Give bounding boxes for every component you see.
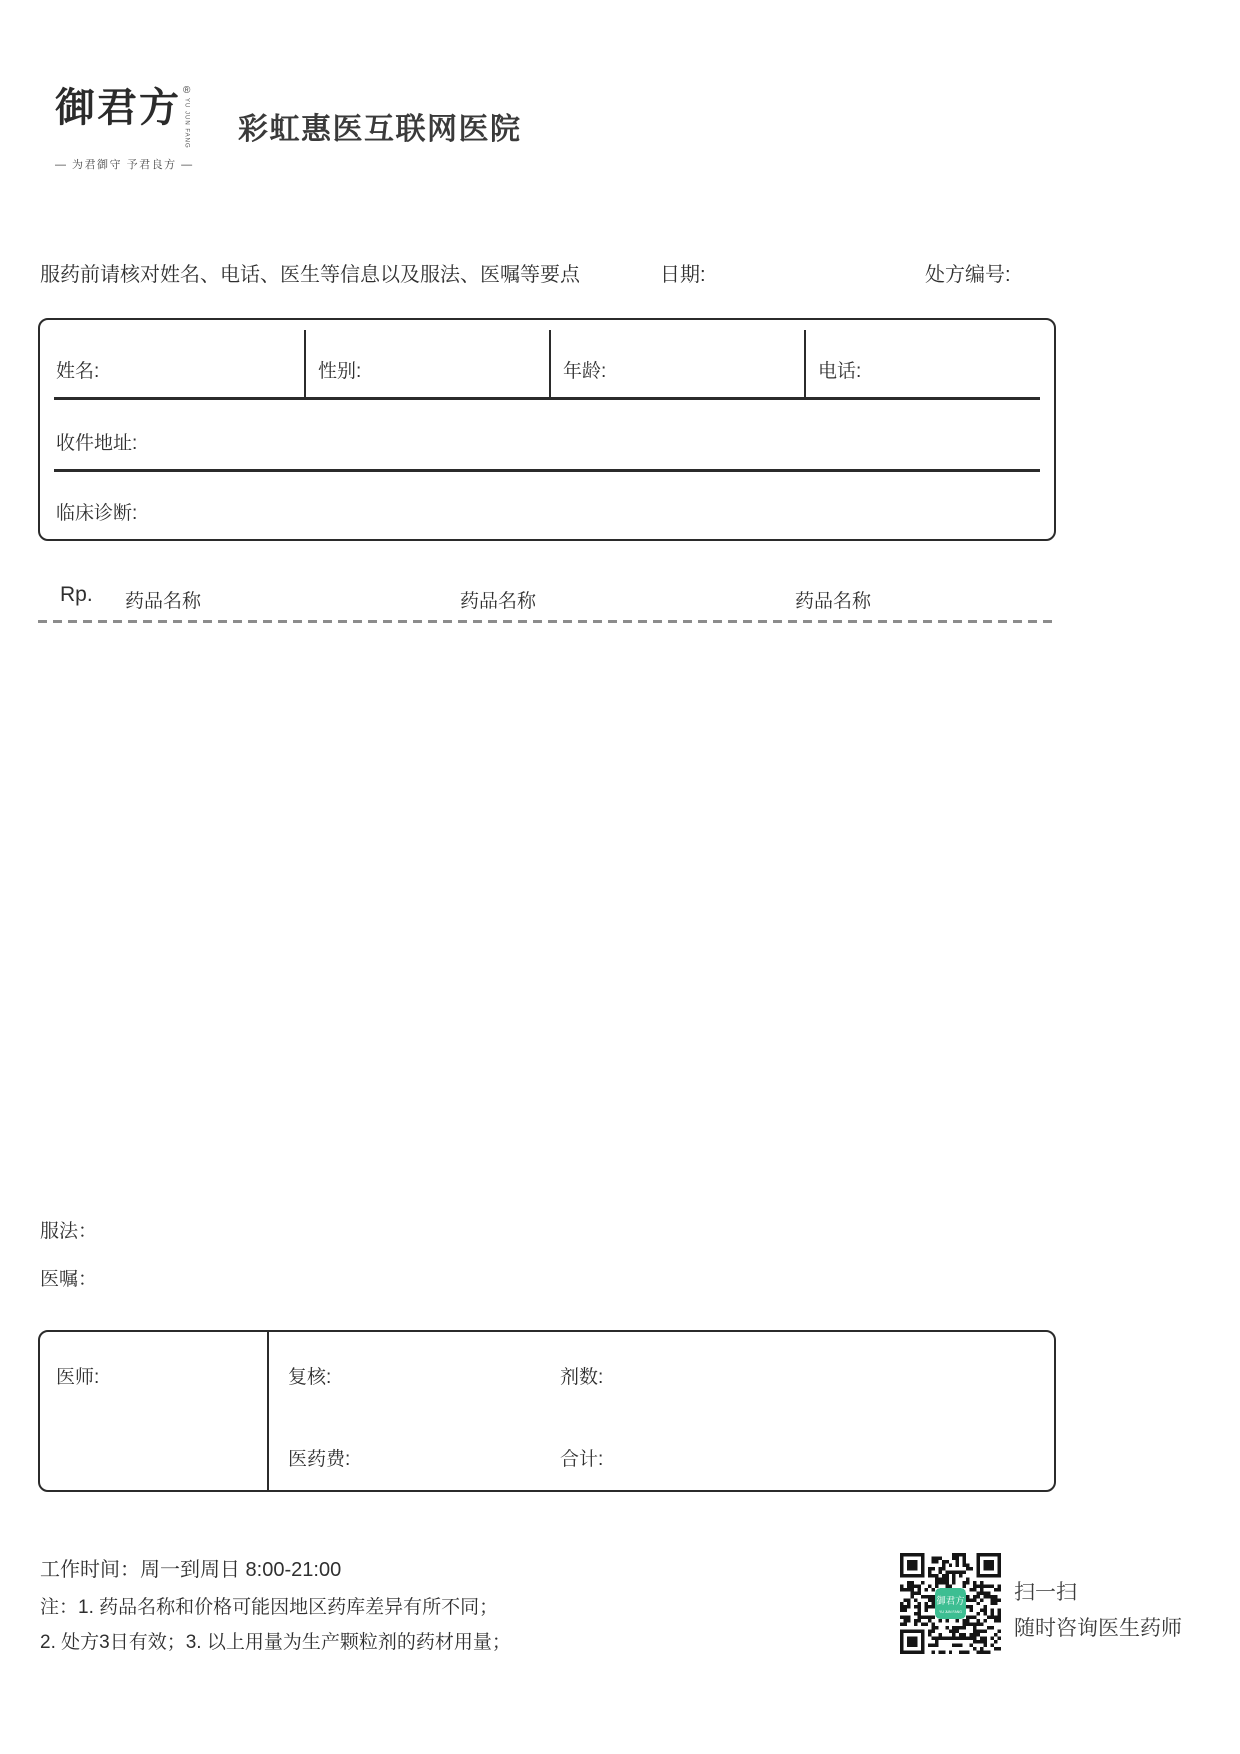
drug-column-header: 药品名称 xyxy=(125,591,202,612)
rp-label: Rp. xyxy=(60,583,93,606)
page-title: 彩虹惠医互联网医院 xyxy=(238,113,522,146)
date-label: 日期: xyxy=(660,264,706,286)
scan-caption-subtitle: 随时咨询医生药师 xyxy=(1014,1617,1182,1640)
review-label: 复核: xyxy=(288,1367,332,1388)
advice-label: 医嘱： xyxy=(40,1269,98,1290)
brand-logo-pinyin: YU JUN FANG xyxy=(183,98,190,149)
precheck-notice: 服药前请核对姓名、电话、医生等信息以及服法、医嘱等要点 xyxy=(40,264,580,286)
diagnosis-label: 临床诊断: xyxy=(56,503,138,524)
gender-label: 性别: xyxy=(318,361,362,382)
age-label: 年龄: xyxy=(563,361,607,382)
phone-label: 电话: xyxy=(818,361,862,382)
registered-trademark-icon: ® xyxy=(183,85,191,96)
brand-logo xyxy=(55,86,205,172)
signoff-box xyxy=(38,1330,1056,1492)
field-divider xyxy=(804,330,806,397)
dose-count-label: 剂数: xyxy=(560,1367,604,1388)
medicine-fee-label: 医药费: xyxy=(288,1449,351,1470)
notes-line-2: 2. 处方3日有效；3. 以上用量为生产颗粒剂的药材用量； xyxy=(40,1632,511,1653)
rx-number-label: 处方编号: xyxy=(925,264,1011,286)
notes-line-1: 注：1. 药品名称和价格可能因地区药库差异有所不同； xyxy=(40,1597,499,1618)
signoff-divider xyxy=(267,1332,269,1490)
dashed-separator xyxy=(38,620,1056,623)
scan-caption: 扫一扫 xyxy=(1014,1581,1077,1604)
work-hours-text: 工作时间：周一到周日 8:00-21:00 xyxy=(40,1559,342,1581)
drug-column-header: 药品名称 xyxy=(795,591,872,612)
row-divider xyxy=(54,469,1040,472)
field-divider xyxy=(304,330,306,397)
usage-label: 服法： xyxy=(40,1221,98,1242)
field-divider xyxy=(549,330,551,397)
qr-code xyxy=(900,1553,1001,1654)
drug-column-header: 药品名称 xyxy=(460,591,537,612)
name-label: 姓名: xyxy=(56,361,100,382)
brand-tagline: — 为君御守 予君良方 — xyxy=(55,158,194,171)
patient-info-box xyxy=(38,318,1056,541)
row-divider xyxy=(54,397,1040,400)
qr-badge-text: 御君方 xyxy=(936,1594,965,1606)
total-label: 合计: xyxy=(560,1449,604,1470)
physician-label: 医师: xyxy=(56,1367,100,1388)
address-label: 收件地址: xyxy=(56,433,138,454)
qr-badge-subtext: YU JUN FANG xyxy=(939,1609,962,1614)
brand-logo-text: 御君方 xyxy=(55,84,181,131)
